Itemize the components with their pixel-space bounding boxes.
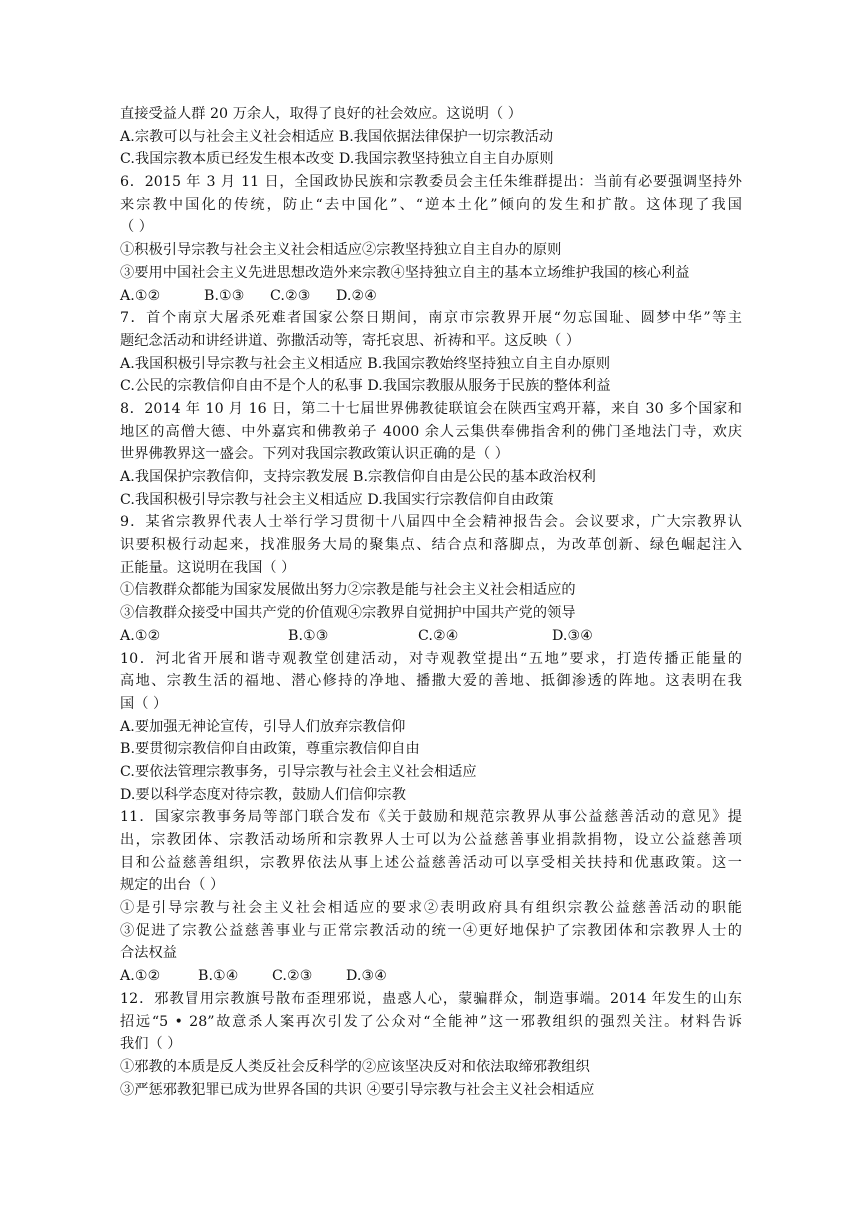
text-line: 正能量。这说明在我国（ ） — [120, 559, 296, 576]
answer-option: B.①③ — [288, 627, 329, 644]
answer-option: D.②④ — [336, 287, 378, 304]
text-line: 目和公益慈善组织，宗教界依法从事上述公益慈善活动可以享受相关扶持和优惠政策。这一 — [120, 854, 742, 871]
text-line: 高地、宗教生活的福地、潜心修持的净地、播撒大爱的善地、抵御渗透的阵地。这表明在我 — [120, 673, 742, 690]
text-line: 招远“5 • 28”故意杀人案再次引发了公众对“全能神”这一邪教组织的强烈关注。材料告诉 — [120, 1013, 742, 1030]
text-line: A.我国积极引导宗教与社会主义相适应 B.我国宗教始终坚持独立自主自办原则 — [120, 355, 611, 372]
text-line: ①是引导宗教与社会主义社会相适应的要求②表明政府具有组织宗教公益慈善活动的职能 — [120, 900, 742, 917]
text-line: ③信教群众接受中国共产党的价值观④宗教界自觉拥护中国共产党的领导 — [120, 605, 576, 622]
answer-option: B.①④ — [198, 968, 239, 985]
answer-option: D.③④ — [346, 968, 388, 985]
text-line: B.要贯彻宗教信仰自由政策，尊重宗教信仰自由 — [120, 741, 420, 758]
text-line: ③促进了宗教公益慈善事业与正常宗教活动的统一④更好地保护了宗教团体和宗教界人士的 — [120, 922, 742, 939]
text-line: ③严惩邪教犯罪已成为世界各国的共识 ④要引导宗教与社会主义社会相适应 — [120, 1081, 595, 1098]
answer-option: B.①③ — [204, 287, 245, 304]
answer-option: D.③④ — [552, 627, 594, 644]
text-line: 11．国家宗教事务局等部门联合发布《关于鼓励和规范宗教界从事公益慈善活动的意见》提 — [120, 809, 742, 826]
text-line: 来宗教中国化的传统，防止“去中国化”、“逆本土化”倾向的发生和扩散。这体现了我国 — [120, 196, 742, 213]
text-line: 国（ ） — [120, 695, 168, 712]
text-line: 10．河北省开展和谐寺观教堂创建活动，对寺观教堂提出“五地”要求，打造传播正能量的 — [120, 650, 742, 667]
text-line: 12．邪教冒用宗教旗号散布歪理邪说，蛊惑人心，蒙骗群众，制造事端。2014 年发生的山东 — [120, 990, 742, 1007]
text-line: C.我国宗教本质已经发生根本改变 D.我国宗教坚持独立自主自办原则 — [120, 151, 554, 168]
answer-option: A.①② — [120, 968, 161, 985]
text-line: A.要加强无神论宣传，引导人们放弃宗教信仰 — [120, 718, 406, 735]
text-line: D.要以科学态度对待宗教，鼓励人们信仰宗教 — [120, 786, 406, 803]
text-line: C.要依法管理宗教事务，引导宗教与社会主义社会相适应 — [120, 763, 477, 780]
text-line: 地区的高僧大德、中外嘉宾和佛教弟子 4000 余人云集供奉佛指舍利的佛门圣地法门寺，欢庆 — [120, 423, 742, 440]
answer-option: C.②③ — [272, 968, 313, 985]
answer-options-row — [120, 625, 742, 648]
answer-option: A.①② — [120, 287, 161, 304]
text-line: 识要积极行动起来，找准服务大局的聚集点、结合点和落脚点，为改革创新、绿色崛起注入 — [120, 537, 742, 554]
answer-option: C.②③ — [270, 287, 311, 304]
text-line: （ ） — [120, 219, 154, 236]
text-line: 6．2015 年 3 月 11 日，全国政协民族和宗教委员会主任朱维群提出：当前有必要强调坚持外 — [120, 174, 742, 191]
text-line: ①信教群众都能为国家发展做出努力②宗教是能与社会主义社会相适应的 — [120, 582, 576, 599]
answer-option: C.②④ — [418, 627, 459, 644]
text-line: C.公民的宗教信仰自由不是个人的私事 D.我国宗教服从服务于民族的整体利益 — [120, 378, 611, 395]
text-line: 7．首个南京大屠杀死难者国家公祭日期间，南京市宗教界开展“勿忘国耻、圆梦中华”等主 — [120, 310, 742, 327]
text-line: ①积极引导宗教与社会主义社会相适应②宗教坚持独立自主自办的原则 — [120, 242, 562, 259]
answer-option: A.①② — [120, 627, 161, 644]
answer-options-row — [120, 285, 742, 308]
answer-options-row — [120, 965, 742, 988]
text-line: 9．某省宗教界代表人士举行学习贯彻十八届四中全会精神报告会。会议要求，广大宗教界认 — [120, 514, 742, 531]
text-line: 我们（ ） — [120, 1036, 182, 1053]
text-line: 题纪念活动和讲经讲道、弥撒活动等，寄托哀思、祈祷和平。这反映（ ） — [120, 332, 581, 349]
text-line: ③要用中国社会主义先进思想改造外来宗教④坚持独立自主的基本立场维护我国的核心利益 — [120, 264, 690, 281]
text-line: 直接受益人群 20 万余人，取得了良好的社会效应。这说明（ ） — [120, 106, 523, 122]
text-line: 合法权益 — [120, 945, 177, 962]
text-line: 出，宗教团体、宗教活动场所和宗教界人士可以为公益慈善事业捐款捐物，设立公益慈善项 — [120, 832, 742, 848]
exam-page — [120, 103, 742, 1101]
text-line: A.我国保护宗教信仰，支持宗教发展 B.宗教信仰自由是公民的基本政治权利 — [120, 469, 596, 485]
text-line: 8．2014 年 10 月 16 日，第二十七届世界佛教徒联谊会在陕西宝鸡开幕，来自 30 多个国家和 — [120, 400, 742, 417]
text-line: C.我国积极引导宗教与社会主义相适应 D.我国实行宗教信仰自由政策 — [120, 491, 554, 508]
text-line: A.宗教可以与社会主义社会相适应 B.我国依据法律保护一切宗教活动 — [120, 128, 554, 145]
text-line: 规定的出台（ ） — [120, 877, 225, 894]
text-line: ①邪教的本质是反人类反社会反科学的②应该坚决反对和依法取缔邪教组织 — [120, 1058, 590, 1075]
text-line: 世界佛教界这一盛会。下列对我国宗教政策认识正确的是（ ） — [120, 446, 509, 463]
